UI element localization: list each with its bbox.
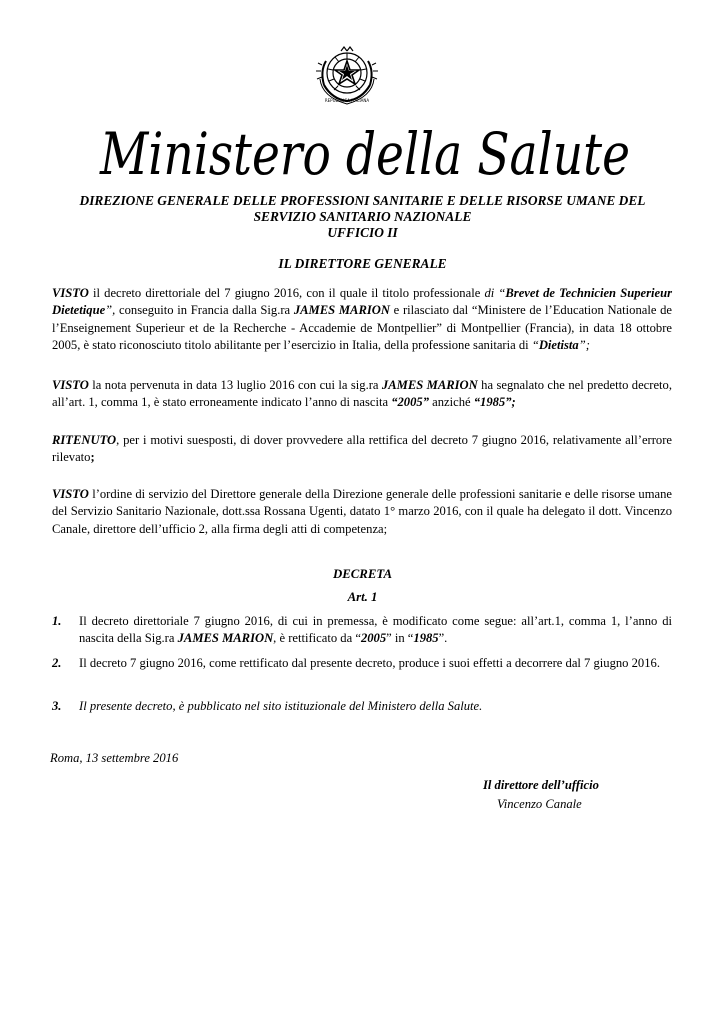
premise-lead: VISTO	[52, 487, 89, 501]
premise-text: anziché	[428, 395, 474, 410]
title-name: Brevet de Technicien Superieur Dietetique	[52, 286, 672, 318]
item-text-part: Il decreto direttoriale 7 giugno 2016, di cui in premessa, è modificato come segue: all’art.1, comma 1, l’anno di nascita della Sig.ra	[79, 614, 672, 646]
person-name: JAMES MARION	[381, 378, 478, 392]
premise-text: ha segnalato che nel predetto decreto, all’art. 1, comma 1, è stato erroneamente indicato l’anno di nascita	[52, 378, 672, 410]
year-correct: “1985”;	[473, 395, 516, 410]
year-wrong: 2005	[360, 631, 387, 646]
signature-name: Vincenzo Canale	[497, 797, 582, 811]
ministry-logo	[95, 108, 635, 200]
person-name: JAMES MARION	[293, 303, 390, 318]
emblem-caption: REPUBBLICA ITALIANA	[324, 98, 370, 103]
premise-text: ;	[90, 450, 95, 465]
premise-visto-1	[52, 285, 672, 355]
premise-visto-2	[52, 377, 672, 412]
item-text: Il decreto 7 giugno 2016, come rettificato dal presente decreto, produce i suoi effetti a decorrere dal 7 giugno 2016.	[79, 656, 660, 670]
premise-text: ”,	[105, 303, 116, 318]
premise-lead: RITENUTO	[52, 433, 117, 447]
direzione-line-1: DIREZIONE GENERALE DELLE PROFESSIONI SANITARIE E DELLE RISORSE UMANE DEL	[79, 193, 646, 208]
year-correct: 1985	[413, 631, 439, 646]
direzione-line-2: SERVIZIO SANITARIO NAZIONALE	[253, 209, 472, 224]
premise-text: l’ordine di servizio del Direttore generale della Direzione generale delle professioni sanitarie e delle risorse umane del Servizio Sanitario Nazionale, dott.ssa Rossana Ugenti, datato 1° marzo 2016, con il quale ha delegato il dott. Vincenzo Canale, direttore dell’ufficio 2, alla firma degli atti di competenza;	[52, 487, 672, 536]
list-item	[52, 613, 672, 648]
premise-lead: VISTO	[52, 378, 89, 392]
decreta-heading: DECRETA	[332, 567, 393, 581]
item-text-part: , è rettificato da “	[273, 631, 361, 646]
premise-ritenuto	[52, 432, 672, 467]
item-number: 2.	[52, 656, 62, 670]
item-text: Il presente decreto, è pubblicato nel sito istituzionale del Ministero della Salute.	[79, 699, 483, 713]
list-item	[52, 655, 672, 672]
premise-lead: VISTO	[52, 286, 89, 300]
place-date: Roma, 13 settembre 2016	[50, 751, 179, 765]
document-title: IL DIRETTORE GENERALE	[278, 256, 447, 271]
item-text-part: ”.	[438, 631, 448, 646]
article-heading: Art. 1	[347, 590, 378, 604]
emblem-icon	[312, 41, 382, 109]
premise-text: il decreto direttoriale del 7 giugno 2016, con il quale il titolo professionale	[88, 286, 485, 300]
premise-text: , per i motivi suesposti, di dover provvedere alla rettifica del decreto 7 giugno 2016, relativamente all’errore rilevato	[52, 433, 672, 465]
profession-name: Dietista	[538, 338, 579, 353]
premise-text: ”;	[578, 338, 590, 353]
premise-text: conseguito in Francia dalla Sig.ra	[115, 303, 294, 318]
signature-role: Il direttore dell’ufficio	[483, 778, 599, 792]
item-text	[79, 613, 672, 648]
ufficio-label: UFFICIO II	[327, 225, 398, 240]
list-item	[52, 698, 672, 715]
premise-text: di	[484, 286, 495, 300]
premise-text: “	[531, 338, 539, 353]
item-text-part: ” in “	[386, 631, 414, 646]
year-wrong: “2005”	[391, 395, 429, 410]
premise-text: “	[494, 286, 506, 300]
person-name: JAMES MARION	[177, 631, 274, 646]
ministry-title: Ministero della Salute	[99, 120, 630, 188]
premise-visto-3	[52, 486, 672, 538]
premise-text: la nota pervenuta in data 13 luglio 2016 con cui la sig.ra	[88, 378, 382, 392]
item-number: 3.	[52, 699, 62, 713]
item-number: 1.	[52, 614, 62, 628]
premise-text: e rilasciato dal “Ministere de l’Education Nationale de l’Enseignement Superieur et de la Recherche - Accademie de Montpellier” di Montpellier (Francia), in data 18 ottobre 2005, è stato riconosciuto titolo abilitante per l’esercizio in Italia, della professione sanitaria di	[52, 303, 673, 353]
